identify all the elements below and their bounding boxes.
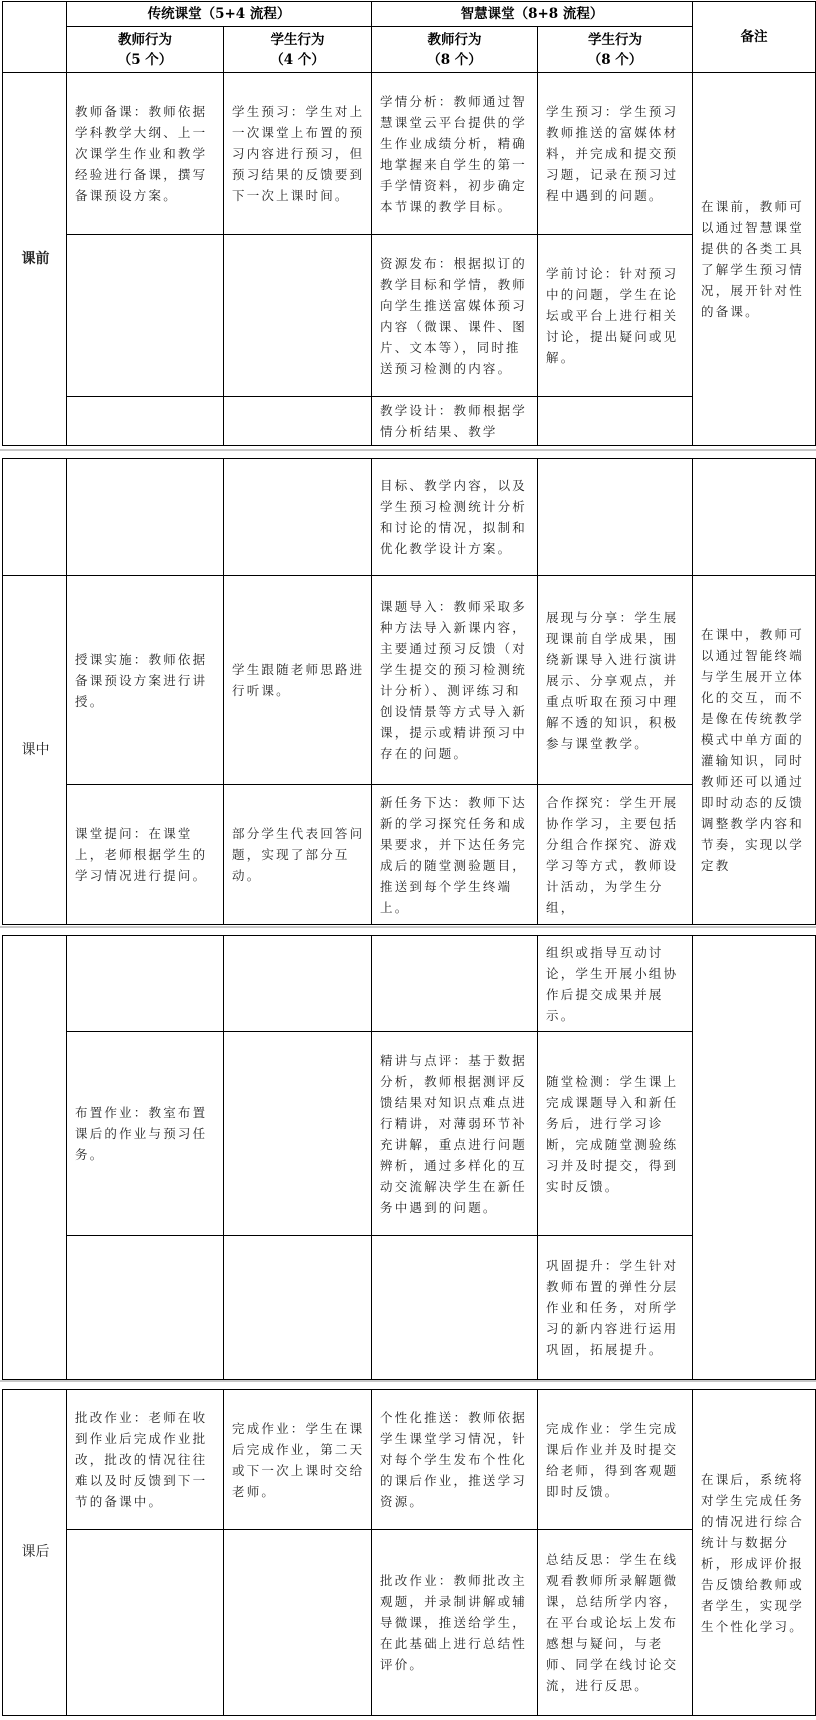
cell-trad-teacher: 教师备课：教师依据学科教学大纲、上一次课学生作业和教学经验进行备课，撰写备课预设方案。	[67, 73, 224, 235]
cell-smart-student: 随堂检测：学生课上完成课题导入和新任务后，进行学习诊断，完成随堂测验练习并及时提交，得到实时反馈。	[538, 1032, 693, 1236]
cell-smart-student: 展现与分享：学生展现课前自学成果，围绕新课导入进行演讲展示、分享观点，并重点听取在预习中理解不透的知识，积极参与课堂教学。	[538, 576, 693, 785]
cell-empty	[224, 235, 372, 397]
header-count: （8 个）	[587, 51, 643, 68]
cell-empty	[224, 397, 372, 446]
cell-trad-teacher: 布置作业：教室布置课后的作业与预习任务。	[67, 1032, 224, 1236]
cell-trad-teacher: 课堂提问：在课堂上，老师根据学生的学习情况进行提问。	[67, 785, 224, 925]
cell-smart-student: 总结反思：学生在线观看教师所录解题微课，总结所学内容，在平台或论坛上发布感想与疑问，与老师、同学在线讨论交流，进行反思。	[538, 1530, 693, 1716]
stage-label-after: 课后	[3, 1390, 67, 1716]
cell-empty	[224, 1236, 372, 1380]
table-fragment-4	[2, 1389, 815, 1716]
cell-smart-student: 组织或指导互动讨论，学生开展小组协作后提交成果并展示。	[538, 936, 693, 1032]
stage-label-before: 课前	[3, 73, 67, 446]
cell-trad-student: 部分学生代表回答问题，实现了部分互动。	[224, 785, 372, 925]
cell-empty	[67, 1530, 224, 1716]
cell-smart-student: 学生预习：学生预习教师推送的富媒体材料，并完成和提交预习题，记录在预习过程中遇到的问题。	[538, 73, 693, 235]
cell-note-continued	[693, 936, 816, 1380]
cell-empty	[372, 936, 538, 1032]
header-corner-cell	[3, 2, 67, 73]
cell-empty	[224, 1032, 372, 1236]
header-traditional-classroom: 传统课堂（5+4 流程）	[67, 2, 372, 27]
header-smart-teacher-behavior	[372, 27, 538, 73]
table-row	[3, 73, 816, 235]
header-trad-teacher-behavior	[67, 27, 224, 73]
header-note: 备注	[693, 2, 816, 73]
header-label: 学生行为	[588, 31, 642, 48]
cell-smart-teacher: 精讲与点评：基于数据分析，教师根据测评反馈结果对知识点难点进行精讲，对薄弱环节补充讲解，重点进行问题辨析，通过多样化的互动交流解决学生在新任务中遇到的问题。	[372, 1032, 538, 1236]
cell-smart-teacher: 新任务下达：教师下达新的学习探究任务和成果要求，并下达任务完成后的随堂测验题目，推送到每个学生终端上。	[372, 785, 538, 925]
cell-empty	[67, 235, 224, 397]
cell-empty	[538, 459, 693, 576]
cell-empty	[67, 936, 224, 1032]
header-trad-student-behavior	[224, 27, 372, 73]
comparison-table-part-1	[2, 1, 816, 446]
table-fragment-2	[2, 458, 815, 925]
cell-stage-continued	[3, 936, 67, 1380]
table-fragment-1	[2, 1, 815, 446]
comparison-table-part-2	[2, 458, 816, 925]
cell-empty	[224, 936, 372, 1032]
cell-smart-student: 合作探究：学生开展协作学习，主要包括分组合作探究、游戏学习等方式，教师设计活动，为学生分组，	[538, 785, 693, 925]
cell-empty	[372, 1236, 538, 1380]
cell-smart-teacher: 课题导入：教师采取多种方法导入新课内容，主要通过预习反馈（对学生提交的预习检测统计分析）、测评练习和创设情景等方式导入新课，提示或精讲预习中存在的问题。	[372, 576, 538, 785]
header-label: 教师行为	[427, 31, 482, 48]
cell-smart-student: 完成作业：学生完成课后作业并及时提交给老师，得到客观题即时反馈。	[538, 1390, 693, 1530]
cell-smart-teacher: 批改作业：教师批改主观题，并录制讲解或辅导微课，推送给学生，在此基础上进行总结性评价。	[372, 1530, 538, 1716]
header-count: （4 个）	[270, 51, 325, 68]
cell-empty	[224, 1530, 372, 1716]
table-row	[3, 1390, 816, 1530]
cell-note-after: 在课后，系统将对学生完成任务的情况进行综合统计与数据分析，形成评价报告反馈给教师或者学生，实现学生个性化学习。	[693, 1390, 816, 1716]
stage-label-during: 课中	[3, 576, 67, 925]
cell-note-during: 在课中，教师可以通过智能终端与学生展开立体化的交互，而不是像在传统教学模式中单方面的灌输知识，同时教师还可以通过即时动态的反馈调整教学内容和节奏，实现以学定教	[693, 576, 816, 925]
cell-trad-teacher: 批改作业：老师在收到作业后完成作业批改，批改的情况往往难以及时反馈到下一节的备课中。	[67, 1390, 224, 1530]
cell-trad-teacher: 授课实施：教师依据备课预设方案进行讲授。	[67, 576, 224, 785]
table-row	[3, 576, 816, 785]
cell-empty	[538, 397, 693, 446]
cell-trad-student: 完成作业：学生在课后完成作业，第二天或下一次上课时交给老师。	[224, 1390, 372, 1530]
header-label: 学生行为	[270, 31, 325, 48]
cell-smart-teacher: 个性化推送：教师依据学生课堂学习情况，针对每个学生发布个性化的课后作业，推送学习资源。	[372, 1390, 538, 1530]
cell-smart-student: 学前讨论：针对预习中的问题，学生在论坛或平台上进行相关讨论，提出疑问或见解。	[538, 235, 693, 397]
cell-empty	[67, 1236, 224, 1380]
cell-smart-student: 巩固提升：学生针对教师布置的弹性分层作业和任务，对所学习的新内容进行运用巩固，拓展提升。	[538, 1236, 693, 1380]
header-label: 教师行为	[118, 31, 172, 48]
cell-smart-teacher: 目标、教学内容，以及学生预习检测统计分析和讨论的情况，拟制和优化教学设计方案。	[372, 459, 538, 576]
comparison-table-part-3	[2, 935, 816, 1380]
cell-empty	[224, 459, 372, 576]
table-fragment-3	[2, 935, 815, 1380]
cell-note-before: 在课前，教师可以通过智慧课堂提供的各类工具了解学生预习情况，展开针对性的备课。	[693, 73, 816, 446]
cell-smart-teacher: 教学设计：教师根据学情分析结果、教学	[372, 397, 538, 446]
table-row	[3, 936, 816, 1032]
cell-smart-teacher: 资源发布：根据拟订的教学目标和学情，教师向学生推送富媒体预习内容（微课、课件、图片、文本等），同时推送预习检测的内容。	[372, 235, 538, 397]
cell-empty	[67, 397, 224, 446]
cell-trad-student: 学生预习：学生对上一次课堂上布置的预习内容进行预习，但预习结果的反馈要到下一次上课时间。	[224, 73, 372, 235]
table-row	[3, 459, 816, 576]
header-count: （8 个）	[427, 51, 482, 68]
header-smart-student-behavior	[538, 27, 693, 73]
cell-empty	[693, 459, 816, 576]
header-count: （5 个）	[117, 51, 173, 68]
cell-trad-student: 学生跟随老师思路进行听课。	[224, 576, 372, 785]
cell-empty	[67, 459, 224, 576]
cell-smart-teacher: 学情分析：教师通过智慧课堂云平台提供的学生作业成绩分析，精确地掌握来自学生的第一手学情资料，初步确定本节课的教学目标。	[372, 73, 538, 235]
cell-empty	[3, 459, 67, 576]
header-smart-classroom: 智慧课堂（8+8 流程）	[372, 2, 693, 27]
comparison-table-part-4	[2, 1389, 816, 1716]
